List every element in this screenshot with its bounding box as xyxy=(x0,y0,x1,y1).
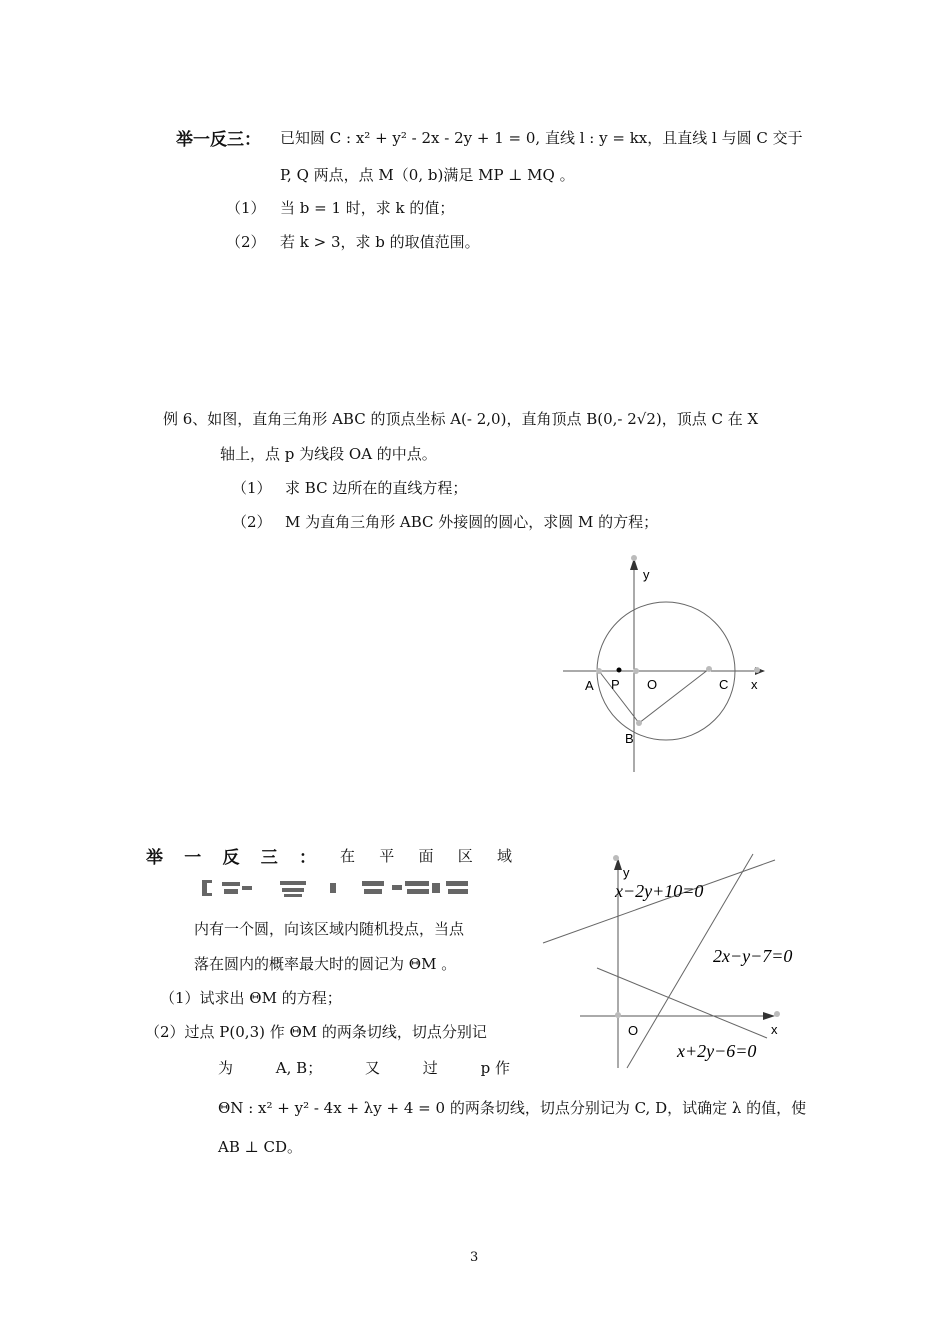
example-6-line-2: 轴上，点 p 为线段 OA 的中点。 xyxy=(220,445,437,463)
region-figure xyxy=(535,848,825,1078)
label-c: C xyxy=(719,677,729,692)
y-axis-end xyxy=(631,555,637,561)
problem-2-q2-line-1: （2）过点 P(0,3) 作 ΘM 的两条切线，切点分别记 xyxy=(145,1023,487,1041)
example-6-q1-number: （1） xyxy=(232,479,272,497)
problem-2-label: 举 一 反 三 ： xyxy=(146,848,316,868)
equation-2: 2x−y−7=0 xyxy=(713,946,793,966)
page-number: 3 xyxy=(470,1250,479,1265)
point-b xyxy=(636,720,642,726)
problem-1-q2-text: 若 k > 3，求 b 的取值范围。 xyxy=(280,233,480,251)
x-axis-end xyxy=(774,1011,780,1017)
label-y: y xyxy=(623,865,630,880)
problem-2-heading: 在 平 面 区 域 xyxy=(340,847,512,865)
problem-1-q1-number: （1） xyxy=(226,199,266,217)
problem-2-q2-line-4: AB ⊥ CD。 xyxy=(218,1138,303,1156)
x-axis-arrow xyxy=(763,1012,775,1020)
example-6-q2-number: （2） xyxy=(232,513,272,531)
problem-1-label: 举一反三： xyxy=(176,130,261,150)
point-c xyxy=(706,666,712,672)
label-o: O xyxy=(628,1023,639,1038)
problem-2-q2-line-2: 为 A, B； 又 过 p 作 xyxy=(218,1059,510,1077)
label-x: x xyxy=(771,1022,778,1037)
label-x: x xyxy=(751,677,758,692)
example-6-q1-text: 求 BC 边所在的直线方程； xyxy=(285,479,468,497)
example-6-line-1: 例 6、如图，直角三角形 ABC 的顶点坐标 A(- 2,0)，直角顶点 B(0,- 2√2)，顶点 C 在 X xyxy=(163,410,759,428)
problem-2-q2-line-3: ΘN : x² + y² - 4x + λy + 4 = 0 的两条切线，切点分别记为 C, D，试确定 λ 的值，使 xyxy=(218,1099,807,1117)
y-axis-end xyxy=(613,855,619,861)
label-o: O xyxy=(647,677,658,692)
problem-1-q2-number: （2） xyxy=(226,233,266,251)
point-a xyxy=(596,668,602,674)
problem-1-q1-text: 当 b = 1 时，求 k 的值； xyxy=(280,199,455,217)
example-6-q2-text: M 为直角三角形 ABC 外接圆的圆心，求圆 M 的方程； xyxy=(285,513,659,531)
line-1 xyxy=(543,860,775,943)
problem-2-line-2: 内有一个圆，向该区域内随机投点，当点 xyxy=(194,920,465,938)
point-o xyxy=(633,668,639,674)
problem-1-line-2: P, Q 两点，点 M（0, b)满足 MP ⊥ MQ 。 xyxy=(280,166,575,184)
equation-3: x+2y−6=0 xyxy=(677,1041,757,1061)
line-3 xyxy=(597,968,767,1038)
label-a: A xyxy=(585,678,594,693)
origin-point xyxy=(615,1012,621,1018)
problem-2-line-3: 落在圆内的概率最大时的圆记为 ΘM 。 xyxy=(194,955,457,973)
region-inequalities-image xyxy=(200,876,485,900)
equation-1: x−2y+10=0 xyxy=(615,881,704,901)
problem-2-q1: （1）试求出 ΘM 的方程； xyxy=(160,989,342,1007)
x-axis-end xyxy=(754,667,760,673)
example-6-figure xyxy=(555,550,775,780)
problem-1-line-1: 已知圆 C : x² + y² - 2x - 2y + 1 = 0, 直线 l : y = kx，且直线 l 与圆 C 交于 xyxy=(280,129,803,147)
label-p: P xyxy=(611,677,620,692)
label-y: y xyxy=(643,567,650,582)
label-b: B xyxy=(625,731,634,746)
point-p xyxy=(617,668,622,673)
